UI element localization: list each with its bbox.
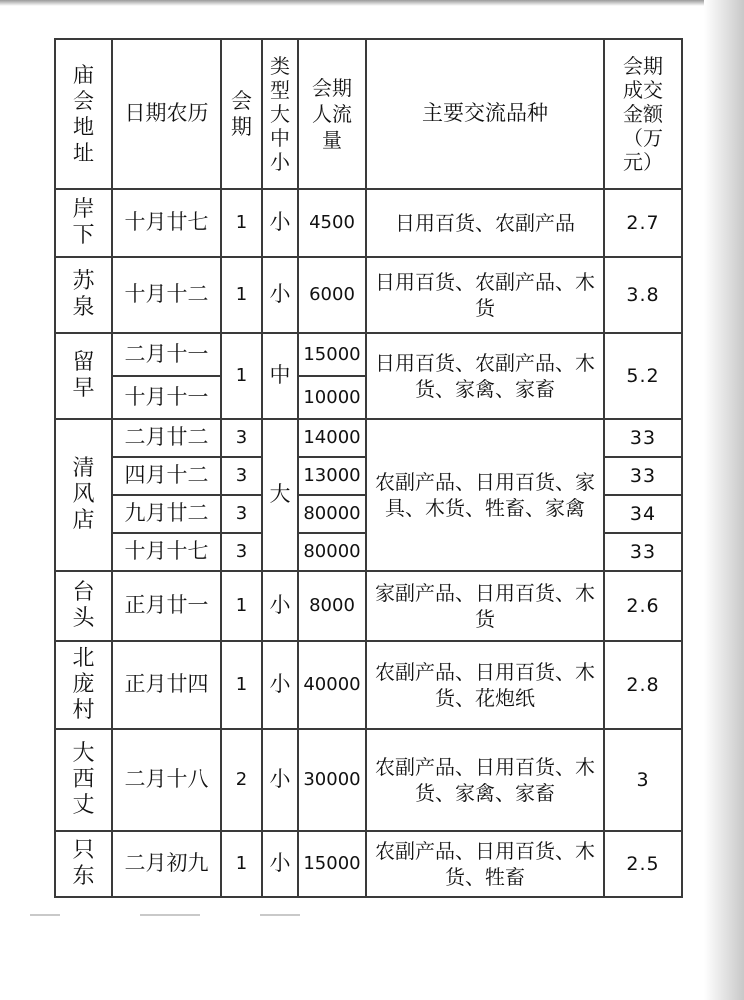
amount-cell: 33 [604, 457, 682, 495]
days-cell: 1 [221, 571, 262, 641]
header-type: 类型大中小 [262, 39, 298, 189]
amount-cell: 33 [604, 419, 682, 457]
date-cell: 十月廿七 [112, 189, 221, 257]
amount-cell: 34 [604, 495, 682, 533]
goods-cell: 日用百货、农副产品 [366, 189, 604, 257]
flow-cell: 30000 [298, 729, 366, 831]
date-cell: 正月廿四 [112, 641, 221, 729]
goods-cell: 农副产品、日用百货、木货、花炮纸 [366, 641, 604, 729]
scan-page-shadow [704, 0, 744, 1000]
amount-cell: 2.8 [604, 641, 682, 729]
date-cell: 正月廿一 [112, 571, 221, 641]
date-cell: 二月初九 [112, 831, 221, 897]
location-cell: 留早 [55, 333, 112, 419]
amount-cell: 2.6 [604, 571, 682, 641]
header-date: 日期农历 [112, 39, 221, 189]
days-cell: 3 [221, 457, 262, 495]
table-row [55, 333, 682, 376]
goods-cell: 日用百货、农副产品、木货 [366, 257, 604, 333]
type-cell: 小 [262, 257, 298, 333]
amount-cell: 5.2 [604, 333, 682, 419]
location-cell: 苏泉 [55, 257, 112, 333]
days-cell: 1 [221, 257, 262, 333]
goods-cell: 农副产品、日用百货、木货、牲畜 [366, 831, 604, 897]
location-cell: 北庞村 [55, 641, 112, 729]
type-cell: 小 [262, 571, 298, 641]
table-row [55, 419, 682, 457]
header-row [55, 39, 682, 189]
flow-cell: 13000 [298, 457, 366, 495]
type-cell: 大 [262, 419, 298, 571]
days-cell: 1 [221, 831, 262, 897]
location-cell: 大西丈 [55, 729, 112, 831]
days-cell: 1 [221, 641, 262, 729]
flow-cell: 6000 [298, 257, 366, 333]
date-cell: 九月廿二 [112, 495, 221, 533]
table-row [55, 831, 682, 897]
table-row [55, 189, 682, 257]
amount-cell: 3 [604, 729, 682, 831]
header-goods: 主要交流品种 [366, 39, 604, 189]
days-cell: 2 [221, 729, 262, 831]
flow-cell: 15000 [298, 831, 366, 897]
table-row [55, 257, 682, 333]
flow-cell: 8000 [298, 571, 366, 641]
type-cell: 小 [262, 641, 298, 729]
header-flow: 会期人流量 [298, 39, 366, 189]
date-cell: 二月十一 [112, 333, 221, 376]
location-cell: 只东 [55, 831, 112, 897]
table-row [55, 571, 682, 641]
flow-cell: 80000 [298, 533, 366, 571]
amount-cell: 33 [604, 533, 682, 571]
location-cell: 台头 [55, 571, 112, 641]
header-days: 会期 [221, 39, 262, 189]
type-cell: 小 [262, 729, 298, 831]
date-cell: 四月十二 [112, 457, 221, 495]
amount-cell: 2.7 [604, 189, 682, 257]
days-cell: 3 [221, 533, 262, 571]
goods-cell: 家副产品、日用百货、木货 [366, 571, 604, 641]
scan-smear [140, 914, 200, 916]
goods-cell: 农副产品、日用百货、木货、家禽、家畜 [366, 729, 604, 831]
scan-smear [260, 914, 300, 916]
location-cell: 清风店 [55, 419, 112, 571]
flow-cell: 14000 [298, 419, 366, 457]
days-cell: 1 [221, 189, 262, 257]
goods-cell: 农副产品、日用百货、家具、木货、牲畜、家禽 [366, 419, 604, 571]
days-cell: 3 [221, 495, 262, 533]
header-location: 庙会地址 [55, 39, 112, 189]
flow-cell: 4500 [298, 189, 366, 257]
amount-cell: 3.8 [604, 257, 682, 333]
header-amount: 会期成交金额（万元） [604, 39, 682, 189]
days-cell: 1 [221, 333, 262, 419]
flow-cell: 40000 [298, 641, 366, 729]
type-cell: 中 [262, 333, 298, 419]
location-cell: 岸下 [55, 189, 112, 257]
date-cell: 十月十二 [112, 257, 221, 333]
scan-top-edge [0, 0, 744, 6]
date-cell: 十月十一 [112, 376, 221, 419]
scan-smear [30, 914, 60, 916]
table-row [55, 641, 682, 729]
table-row [55, 729, 682, 831]
type-cell: 小 [262, 831, 298, 897]
amount-cell: 2.5 [604, 831, 682, 897]
flow-cell: 10000 [298, 376, 366, 419]
type-cell: 小 [262, 189, 298, 257]
flow-cell: 80000 [298, 495, 366, 533]
flow-cell: 15000 [298, 333, 366, 376]
date-cell: 二月十八 [112, 729, 221, 831]
days-cell: 3 [221, 419, 262, 457]
goods-cell: 日用百货、农副产品、木货、家禽、家畜 [366, 333, 604, 419]
temple-fair-table [54, 38, 683, 898]
date-cell: 二月廿二 [112, 419, 221, 457]
date-cell: 十月十七 [112, 533, 221, 571]
